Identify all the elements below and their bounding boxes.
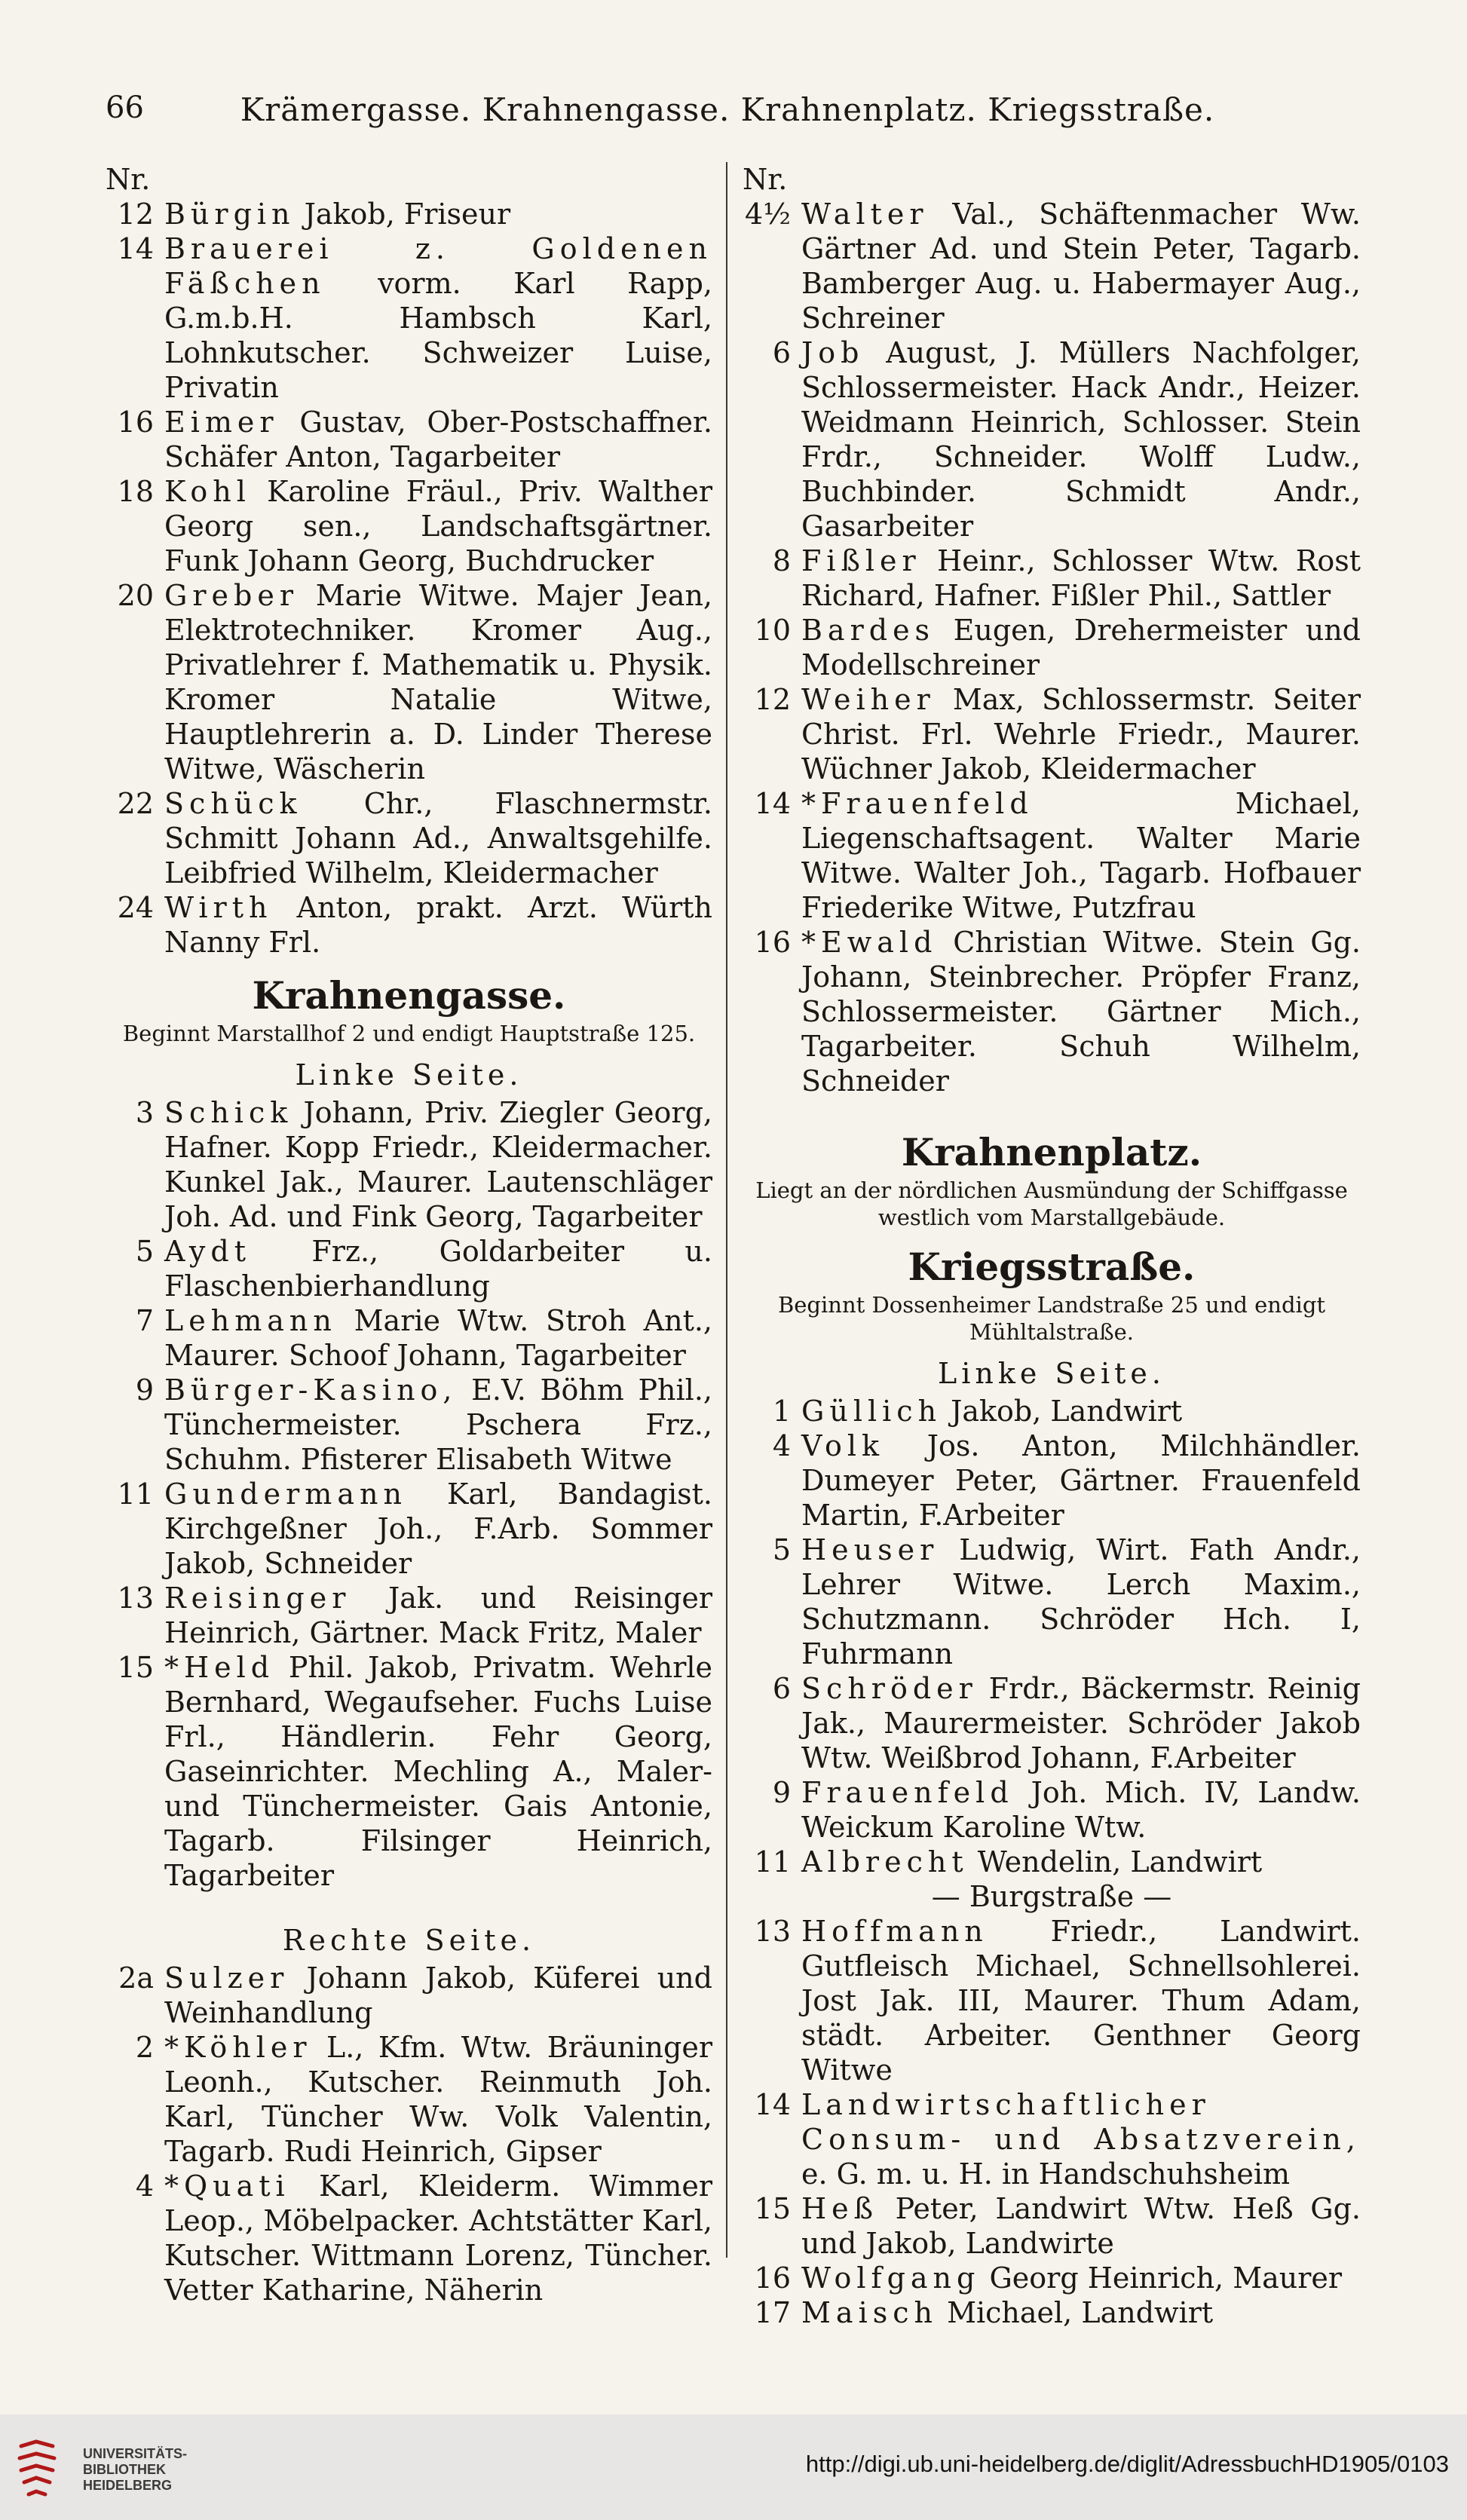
resident-name: Weiher	[801, 683, 936, 716]
resident-name: Albrecht	[801, 1845, 969, 1879]
entry-text	[164, 197, 712, 231]
entry-text	[801, 925, 1361, 1098]
resident-name: Brauerei z. Goldenen Fäßchen	[164, 232, 712, 300]
page-number: 66	[106, 90, 144, 125]
resident-name: Kohl	[164, 475, 251, 508]
entry-text	[801, 1914, 1361, 2087]
entry-text	[164, 1581, 712, 1650]
resident-name: Reisinger	[164, 1582, 351, 1615]
resident-details: Marie Wtw. Stroh Ant., Maurer. Schoof Johann, Tagarbeiter	[164, 1304, 712, 1372]
directory-entry	[106, 1961, 712, 2030]
entry-text	[801, 1394, 1361, 1428]
right-column	[743, 162, 1361, 2330]
street-description: Beginnt Marstallhof 2 und endigt Hauptstraße 125.	[122, 1021, 696, 1046]
resident-details: Christian Witwe. Stein Gg. Johann, Steinbrecher. Pröpfer Franz, Schlossermeister. Gärtner Mich., Tagarbeiter. Schuh Wilhelm, Schneider	[801, 926, 1361, 1098]
resident-details: Frdr., Bäckermstr. Reinig Jak., Maurermeister. Schröder Jakob Wtw. Weißbrod Johann, F.Arbeiter	[801, 1672, 1361, 1774]
nr-label: Nr.	[106, 163, 151, 196]
resident-details: Jakob, Friseur	[295, 197, 511, 231]
resident-details: Anton, prakt. Arzt. Würth Nanny Frl.	[164, 891, 712, 959]
resident-name: Gundermann	[164, 1477, 407, 1511]
entry-text	[164, 1095, 712, 1234]
resident-details: Wendelin, Landwirt	[968, 1845, 1263, 1879]
resident-name: Frauenfeld	[801, 1776, 1014, 1809]
resident-details: Ludwig, Wirt. Fath Andr., Lehrer Witwe. Lerch Maxim., Schutzmann. Schröder Hch. I, Fuhrmann	[801, 1533, 1361, 1670]
resident-name: Walter	[801, 197, 929, 231]
entry-text	[164, 2169, 712, 2307]
resident-details: Chr., Flaschnermstr. Schmitt Johann Ad., Anwaltsgehilfe. Leibfried Wilhelm, Kleidermacher	[164, 787, 712, 890]
resident-details: vorm. Karl Rapp, G.m.b.H. Hambsch Karl, Lohnkutscher. Schweizer Luise, Privatin	[164, 267, 712, 404]
resident-details: August, J. Müllers Nachfolger, Schlossermeister. Hack Andr., Heizer. Weidmann Heinrich, Schlosser. Stein Frdr., Schneider. Wolff Ludw., Buchbinder. Schmidt Andr., Gasarbeiter	[801, 336, 1361, 543]
house-number: 22	[117, 787, 154, 820]
side-heading-left: Linke Seite.	[295, 1058, 523, 1092]
resident-details: Joh. Mich. IV, Landw. Weickum Karoline Wtw.	[801, 1776, 1361, 1844]
directory-entry	[743, 1428, 1361, 1533]
side-heading-left: Linke Seite.	[938, 1357, 1165, 1390]
resident-name: Schick	[164, 1096, 293, 1129]
directory-entry	[106, 2030, 712, 2169]
house-number: 12	[754, 683, 791, 716]
resident-name: Sulzer	[164, 1961, 289, 1995]
house-number: 4	[135, 2169, 154, 2203]
directory-entry	[106, 1373, 712, 1477]
resident-details: Karl, Bandagist. Kirchgeßner Joh., F.Arb. Sommer Jakob, Schneider	[164, 1477, 712, 1580]
house-number: 18	[117, 475, 154, 508]
entry-text	[164, 786, 712, 890]
house-number: 2	[135, 2031, 154, 2064]
resident-details: Heinr., Schlosser Wtw. Rost Richard, Hafner. Fißler Phil., Sattler	[801, 544, 1361, 612]
house-number: 16	[754, 2261, 791, 2295]
house-number: 11	[754, 1845, 791, 1879]
house-number: 13	[754, 1915, 791, 1948]
resident-details: Jak. und Reisinger Heinrich, Gärtner. Mack Fritz, Maler	[164, 1582, 712, 1649]
entry-text	[801, 2261, 1361, 2295]
resident-details: Michael, Liegenschaftsagent. Walter Marie Witwe. Walter Joh., Tagarb. Hofbauer Friederike Witwe, Putzfrau	[801, 787, 1361, 924]
resident-name: Greber	[164, 579, 299, 612]
directory-entry	[743, 2087, 1361, 2191]
directory-entry	[106, 1303, 712, 1373]
resident-name: Bardes	[801, 614, 936, 647]
entry-text	[164, 1961, 712, 2030]
house-number: 1	[772, 1395, 791, 1428]
entry-text	[801, 1845, 1361, 1879]
house-number: 7	[135, 1304, 154, 1337]
entry-text	[801, 613, 1361, 682]
resident-name: *Held	[164, 1651, 275, 1684]
directory-entry	[106, 578, 712, 786]
entry-text	[801, 1533, 1361, 1671]
house-number: 16	[117, 406, 154, 439]
directory-entry	[743, 1845, 1361, 1879]
library-name-line: HEIDELBERG	[83, 2478, 173, 2493]
entry-text	[801, 1671, 1361, 1775]
directory-entry	[743, 2295, 1361, 2330]
entry-text	[801, 2087, 1361, 2191]
house-number: 6	[772, 336, 791, 369]
directory-entry	[106, 1234, 712, 1303]
entry-list	[106, 197, 712, 960]
directory-entry	[743, 2261, 1361, 2295]
resident-name: Wirth	[164, 891, 273, 924]
resident-details: Marie Witwe. Majer Jean, Elektrotechniker. Kromer Aug., Privatlehrer f. Mathematik u. Physik. Kromer Natalie Witwe, Hauptlehrerin a. D. Linder Therese Witwe, Wäscherin	[164, 579, 712, 785]
footer-band	[0, 2414, 1467, 2520]
resident-name: Heß	[801, 2192, 879, 2225]
resident-details: Karl, Kleiderm. Wimmer Leop., Möbelpacker. Achtstätter Karl, Kutscher. Wittmann Lorenz, Tüncher. Vetter Katharine, Näherin	[164, 2169, 712, 2307]
house-number: 3	[135, 1096, 154, 1129]
resident-details: Michael, Landwirt	[937, 2296, 1214, 2329]
street-heading-krahnenplatz: Krahnenplatz.	[901, 1130, 1202, 1174]
house-number: 24	[117, 891, 154, 924]
resident-details: Phil. Jakob, Privatm. Wehrle Bernhard, Wegaufseher. Fuchs Luise Frl., Händlerin. Fehr Georg, Gaseinrichter. Mechling A., Maler- und Tünchermeister. Gais Antonie, Tagarb. Filsinger Heinrich, Tagarbeiter	[164, 1651, 712, 1892]
entry-text	[164, 1477, 712, 1581]
sub-heading-burgstrasse: — Burgstraße —	[931, 1880, 1172, 1913]
entry-text	[801, 682, 1361, 786]
street-description: Beginnt Dossenheimer Landstraße 25 und endigt Mühltalstraße.	[777, 1292, 1326, 1345]
entry-text	[164, 231, 712, 405]
resident-details: Jakob, Landwirt	[942, 1395, 1183, 1428]
house-number: 2a	[118, 1961, 154, 1995]
directory-entry	[743, 613, 1361, 682]
directory-entry	[106, 890, 712, 960]
entry-list	[743, 197, 1361, 1098]
nr-label: Nr.	[743, 163, 788, 196]
directory-entry	[106, 1581, 712, 1650]
source-url-link[interactable]: http://digi.ub.uni-heidelberg.de/diglit/AdressbuchHD1905/0103	[805, 2451, 1449, 2477]
entry-text	[801, 786, 1361, 925]
house-number: 12	[117, 197, 154, 231]
directory-entry	[743, 1671, 1361, 1775]
entry-list	[743, 1914, 1361, 2330]
resident-details: Friedr., Landwirt. Gutfleisch Michael, Schnellsohlerei. Jost Jak. III, Maurer. Thum Adam, städt. Arbeiter. Genthner Georg Witwe	[801, 1915, 1361, 2087]
resident-details: Karoline Fräul., Priv. Walther Georg sen., Landschaftsgärtner. Funk Johann Georg, Buchdrucker	[164, 475, 712, 577]
directory-entry	[743, 925, 1361, 1098]
library-name-line: UNIVERSITÄTS-	[83, 2446, 188, 2461]
resident-name: Fißler	[801, 544, 921, 577]
entry-text	[164, 1234, 712, 1303]
house-number: 14	[754, 787, 791, 820]
house-number: 13	[117, 1582, 154, 1615]
resident-name: *Quati	[164, 2169, 290, 2203]
resident-name: Schröder	[801, 1672, 978, 1705]
running-title: Krämergasse. Krahnengasse. Krahnenplatz. Kriegsstraße.	[240, 90, 1215, 128]
resident-details: Georg Heinrich, Maurer	[980, 2261, 1343, 2295]
house-number: 15	[754, 2192, 791, 2225]
directory-entry	[743, 1394, 1361, 1428]
directory-entry	[743, 197, 1361, 335]
resident-name: Volk	[801, 1429, 885, 1462]
resident-name: Bürgin	[164, 197, 296, 231]
directory-entry	[106, 1650, 712, 1893]
directory-entry	[743, 543, 1361, 613]
page-header	[106, 83, 1349, 136]
directory-entry	[743, 682, 1361, 786]
house-number: 8	[772, 544, 791, 577]
resident-name: *Ewald	[801, 926, 938, 959]
entry-text	[164, 1650, 712, 1893]
entry-text	[801, 335, 1361, 543]
entry-text	[164, 890, 712, 960]
entry-text	[801, 2191, 1361, 2261]
resident-name: Landwirtschaftlicher Consum- und Absatzverein,	[801, 2088, 1361, 2156]
house-number: 14	[754, 2088, 791, 2121]
library-logo-icon	[14, 2431, 62, 2503]
resident-details: Gustav, Ober-Postschaffner. Schäfer Anton, Tagarbeiter	[164, 406, 712, 473]
street-description: Liegt an der nördlichen Ausmündung der Schiffgasse westlich vom Marstallgebäude.	[755, 1177, 1348, 1230]
house-number: 9	[772, 1776, 791, 1809]
directory-entry	[106, 786, 712, 890]
house-number: 4½	[744, 197, 791, 231]
house-number: 11	[117, 1477, 154, 1511]
entry-text	[164, 474, 712, 578]
entry-text	[801, 1775, 1361, 1845]
resident-name: *Köhler	[164, 2031, 312, 2064]
house-number: 17	[754, 2296, 791, 2329]
house-number: 14	[117, 232, 154, 265]
column-divider	[726, 162, 727, 2258]
resident-name: *Frauenfeld	[801, 787, 1034, 820]
directory-entry	[106, 1095, 712, 1234]
house-number: 6	[772, 1672, 791, 1705]
directory-entry	[106, 197, 712, 231]
directory-entry	[743, 1775, 1361, 1845]
entry-text	[164, 2030, 712, 2169]
entry-text	[164, 1373, 712, 1477]
resident-name: Wolfgang	[801, 2261, 981, 2295]
entry-text	[164, 578, 712, 786]
street-heading-kriegsstrasse: Kriegsstraße.	[908, 1245, 1196, 1289]
resident-name: Lehmann	[164, 1304, 337, 1337]
resident-details: Val., Schäftenmacher Ww. Gärtner Ad. und Stein Peter, Tagarb. Bamberger Aug. u. Habermayer Aug., Schreiner	[801, 197, 1361, 335]
entry-text	[801, 1428, 1361, 1533]
left-column	[106, 162, 712, 2307]
resident-details: Johann Jakob, Küferei und Weinhandlung	[164, 1961, 712, 2029]
street-heading-krahnengasse: Krahnengasse.	[252, 973, 566, 1018]
entry-text	[164, 1303, 712, 1373]
resident-name: Bürger-Kasino,	[164, 1373, 458, 1407]
house-number: 5	[135, 1235, 154, 1268]
resident-name: Eimer	[164, 406, 279, 439]
resident-details: Peter, Landwirt Wtw. Heß Gg. und Jakob, Landwirte	[801, 2192, 1361, 2260]
house-number: 20	[117, 579, 154, 612]
resident-name: Job	[801, 336, 865, 369]
library-name	[83, 2446, 187, 2494]
side-heading-right: Rechte Seite.	[282, 1924, 536, 1957]
directory-entry	[106, 2169, 712, 2307]
entry-text	[801, 2295, 1361, 2330]
house-number: 10	[754, 614, 791, 647]
resident-details: Johann, Priv. Ziegler Georg, Hafner. Kopp Friedr., Kleidermacher. Kunkel Jak., Maurer. Lautenschläger Joh. Ad. und Fink Georg, Tagarbeiter	[164, 1096, 712, 1233]
resident-name: Güllich	[801, 1395, 942, 1428]
library-name-line: BIBLIOTHEK	[83, 2462, 166, 2477]
directory-entry	[743, 1914, 1361, 2087]
entry-text	[801, 197, 1361, 335]
directory-entry	[743, 786, 1361, 925]
resident-details: Max, Schlossermstr. Seiter Christ. Frl. Wehrle Friedr., Maurer. Wüchner Jakob, Kleidermacher	[801, 683, 1361, 785]
house-number: 4	[772, 1429, 791, 1462]
entry-list	[106, 1961, 712, 2307]
resident-details: E.V. Böhm Phil., Tünchermeister. Pschera Frz., Schuhm. Pfisterer Elisabeth Witwe	[164, 1373, 712, 1476]
resident-name: Heuser	[801, 1533, 939, 1566]
house-number: 15	[117, 1651, 154, 1684]
directory-entry	[106, 405, 712, 474]
directory-entry	[743, 1533, 1361, 1671]
resident-name: Maisch	[801, 2296, 938, 2329]
entry-list	[106, 1095, 712, 1893]
resident-details: Frz., Goldarbeiter u. Flaschenbierhandlung	[164, 1235, 712, 1303]
directory-entry	[106, 474, 712, 578]
directory-entry	[106, 1477, 712, 1581]
entry-text	[801, 543, 1361, 613]
entry-text	[164, 405, 712, 474]
directory-entry	[743, 2191, 1361, 2261]
resident-details: L., Kfm. Wtw. Bräuninger Leonh., Kutscher. Reinmuth Joh. Karl, Tüncher Ww. Volk Valentin, Tagarb. Rudi Heinrich, Gipser	[164, 2031, 712, 2168]
house-number: 5	[772, 1533, 791, 1566]
resident-name: Schück	[164, 787, 302, 820]
resident-details: Eugen, Drehermeister und Modellschreiner	[801, 614, 1361, 681]
resident-name: Hoffmann	[801, 1915, 988, 1948]
house-number: 9	[135, 1373, 154, 1407]
directory-entry	[106, 231, 712, 405]
resident-details: e. G. m. u. H. in Handschuhsheim	[801, 2157, 1291, 2191]
resident-details: Jos. Anton, Milchhändler. Dumeyer Peter, Gärtner. Frauenfeld Martin, F.Arbeiter	[801, 1429, 1361, 1532]
house-number: 16	[754, 926, 791, 959]
directory-entry	[743, 335, 1361, 543]
entry-list	[743, 1394, 1361, 1879]
resident-name: Aydt	[164, 1235, 251, 1268]
